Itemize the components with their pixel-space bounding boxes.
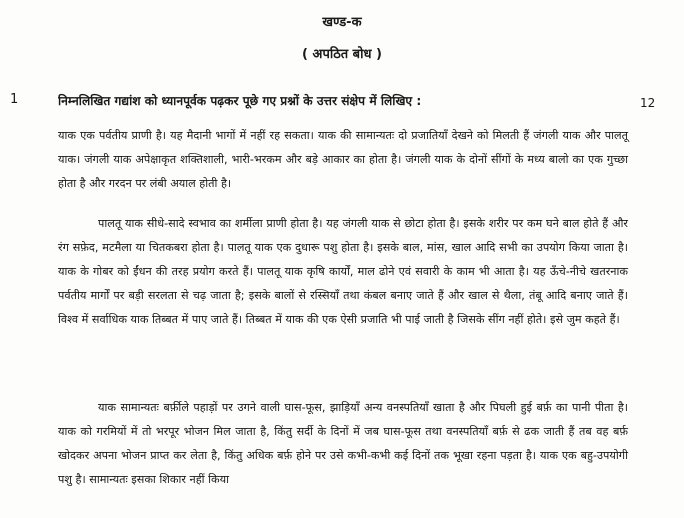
question-marks: 12 xyxy=(640,96,656,110)
question-number: 1 xyxy=(10,92,19,107)
section-title: खण्ड-क xyxy=(322,15,362,30)
passage-paragraph-1: याक एक पर्वतीय प्राणी है। यह मैदानी भागों में नहीं रह सकता। याक की सामान्यतः दो प्रजातियाँ देखने को मिलती हैं जंगली याक और पालतू याक। जंगली याक अपेक्षाकृत शक्तिशाली, भारी-भरकम और बड़े आकार का होता है। जंगली याक के दोनों सींगों के मध्य बालो का एक गुच्छा होता है और गरदन पर लंबी अयाल होती है। xyxy=(58,129,628,190)
question-instruction: निम्नलिखित गद्यांश को ध्यानपूर्वक पढ़कर पूछे गए प्रश्नों के उत्तर संक्षेप में लिखिए : xyxy=(58,94,422,108)
passage-paragraph-3: याक सामान्यतः बर्फ़ीले पहाड़ों पर उगने वाली घास-फूस, झाड़ियाँ अन्य वनस्पतियाँ खाता है और पिघली हुई बर्फ़ का पानी पीता है। याक को गरमियों में तो भरपूर भोजन मिल जाता है, किंतु सर्दी के दिनों में जब घास-फूस तथा वनस्पतियाँ बर्फ़ से ढक जाती हैं तब वह बर्फ़ खोदकर अपना भोजन प्राप्त कर लेता है, किंतु अधिक बर्फ़ होने पर उसे कभी-कभी कई दिनों तक भूखा रहना पड़ता है। याक एक बहु-उपयोगी पशु है। सामान्यतः इसका शिकार नहीं किया xyxy=(58,401,628,486)
section-subtitle: ( अपठित बोध ) xyxy=(302,47,382,62)
passage-paragraph-2: पालतू याक सीधे-सादे स्वभाव का शर्मीला प्राणी होता है। यह जंगली याक से छोटा होता है। इसके शरीर पर कम घने बाल होते हैं और रंग सफ़ेद, मटमैला या चितकबरा होता है। पालतू याक एक दुधारू पशु होता है। इसके बाल, मांस, खाल आदि सभी का उपयोग किया जाता है। याक के गोबर को ईंधन की तरह प्रयोग करते हैं। पालतू याक कृषि कार्यों, माल ढोने एवं सवारी के काम भी आता है। यह ऊँचे-नीचे खतरनाक पर्वतीय मार्गों पर बड़ी सरलता से चढ़ जाता है; इसके बालों से रस्सियाँ तथा कंबल बनाए जाते हैं और खाल से थैला, तंबू आदि बनाए जाते हैं। विश्व में सर्वाधिक याक तिब्बत में पाए जाते हैं। तिब्बत में याक की एक ऐसी प्रजाति भी पाई जाती है जिसके सींग नहीं होते। इसे जुम कहते हैं। xyxy=(58,217,628,326)
